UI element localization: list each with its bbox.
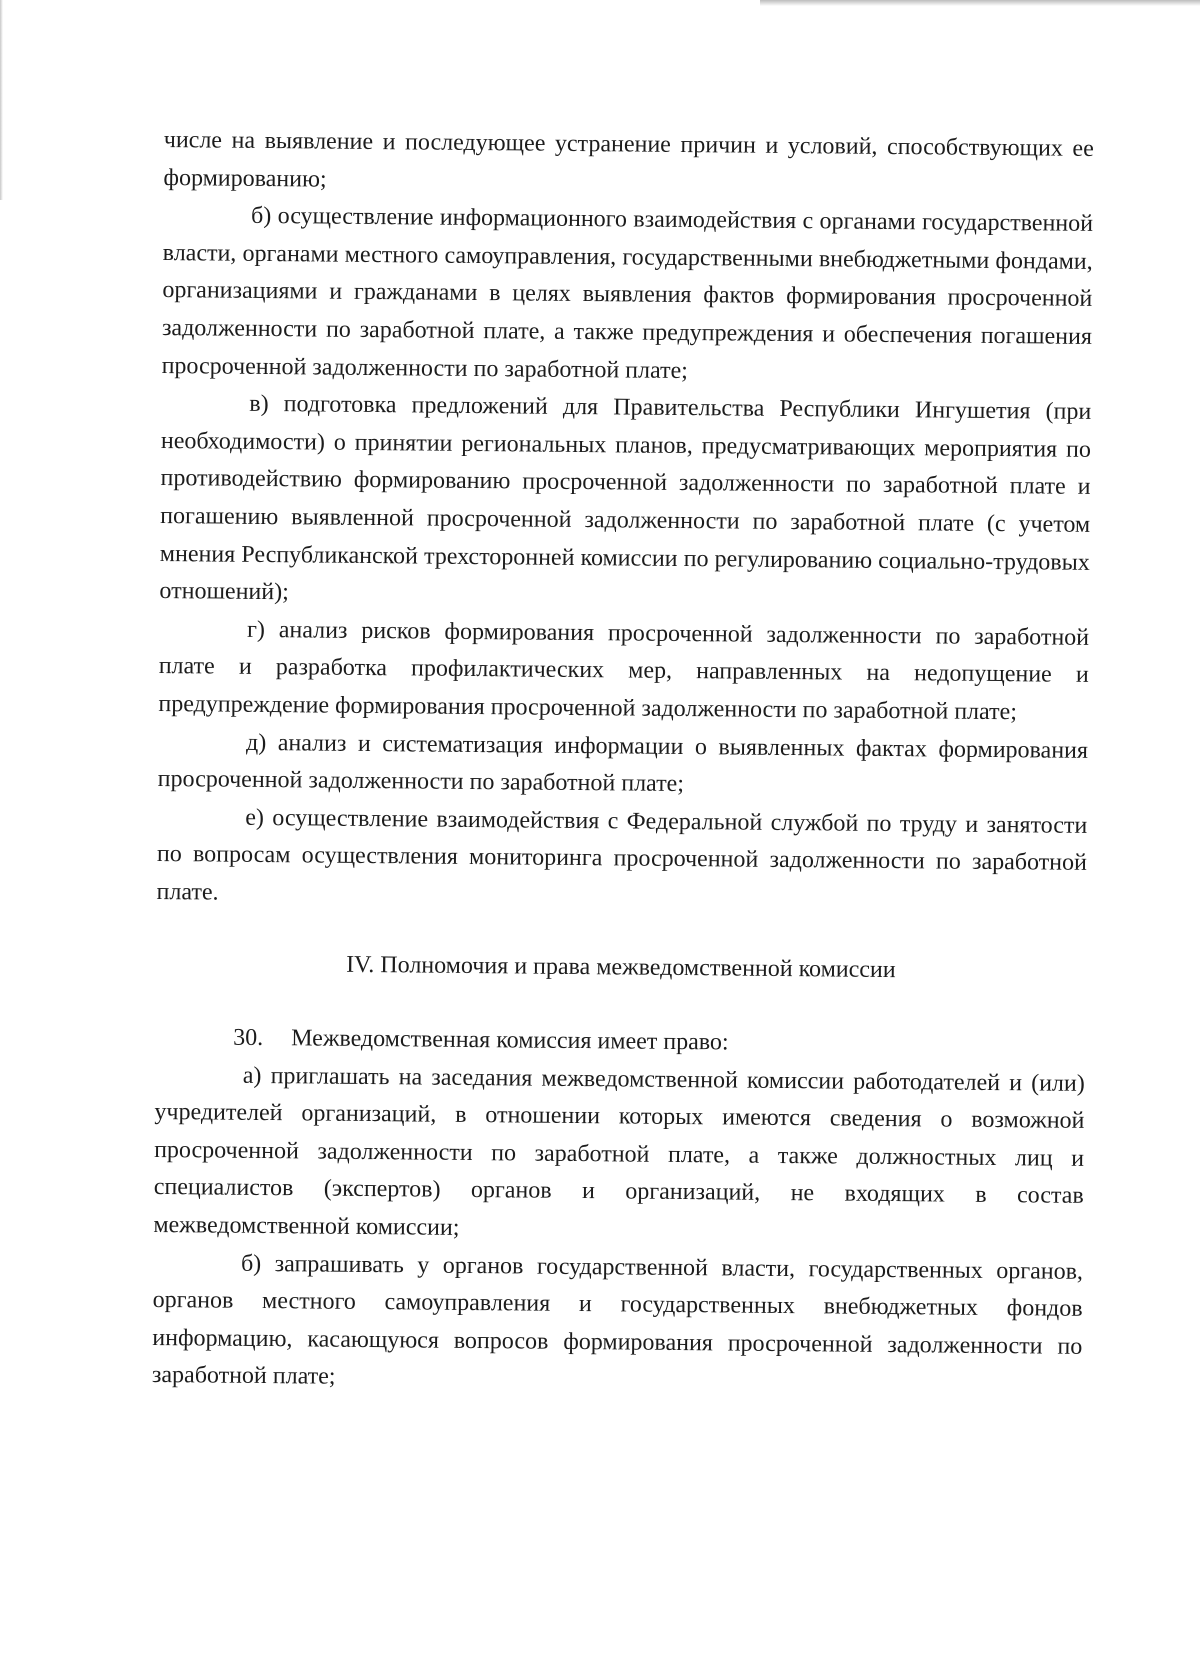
document-page <box>152 122 1094 1404</box>
section-heading: IV. Полномочия и права межведомственной комиссии <box>346 952 896 984</box>
paragraph-item-g: г) анализ рисков формирования просроченной задолженности по заработной плате и разработка профилактических мер, направленных на недопущение и предупреждение формирования просроченной задолженности по заработной плате; <box>158 616 1090 726</box>
scan-edge-top <box>760 0 1200 6</box>
paragraph-item-e: е) осуществление взаимодействия с Федеральной службой по труду и занятости по вопросам осуществления мониторинга просроченной задолженности по заработной плате. <box>156 804 1088 906</box>
paragraph-item-v: в) подготовка предложений для Правительства Республики Ингушетия (при необходимости) о принятии региональных планов, предусматривающих мероприятия по противодействию формированию просроченной задолженности по заработной плате и погашению выявленной просроченной задолженности по заработной плате (с учетом мнения Республиканской трехсторонней комиссии по регулированию социально-трудовых отношений); <box>159 390 1092 606</box>
paragraph-item-d: д) анализ и систематизация информации о выявленных фактах формирования просроченной задолженности по заработной плате; <box>157 729 1089 798</box>
right-item-a: а) приглашать на заседания межведомственной комиссии работодателей и (или) учредителей организаций, в отношении которых имеются сведения о возможной просроченной задолженности по заработной плате, а также должностных лиц и специалистов (экспертов) органов и организаций, не входящих в состав межведомственной комиссии; <box>153 1062 1085 1241</box>
clause-30-number: 30. <box>233 1024 264 1052</box>
scan-edge-left <box>0 0 3 200</box>
clause-30-text: Межведомственная комиссия имеет право: <box>291 1025 729 1056</box>
paragraph-item-b: б) осуществление информационного взаимодействия с органами государственной власти, органами местного самоуправления, государственными внебюджетными фондами, организациями и гражданами в целях выявления фактов формирования просроченной задолженности по заработной плате, а также предупреждения и обеспечения погашения просроченной задолженности по заработной плате; <box>161 203 1094 384</box>
right-item-b: б) запрашивать у органов государственной власти, государственных органов, органов местного самоуправления и государственных внебюджетных фондов информацию, касающуюся вопросов формирования просроченной задолженности по заработной плате; <box>151 1250 1084 1391</box>
paragraph-continuation: числе на выявление и последующее устранение причин и условий, способствующих ее формированию; <box>163 126 1094 193</box>
